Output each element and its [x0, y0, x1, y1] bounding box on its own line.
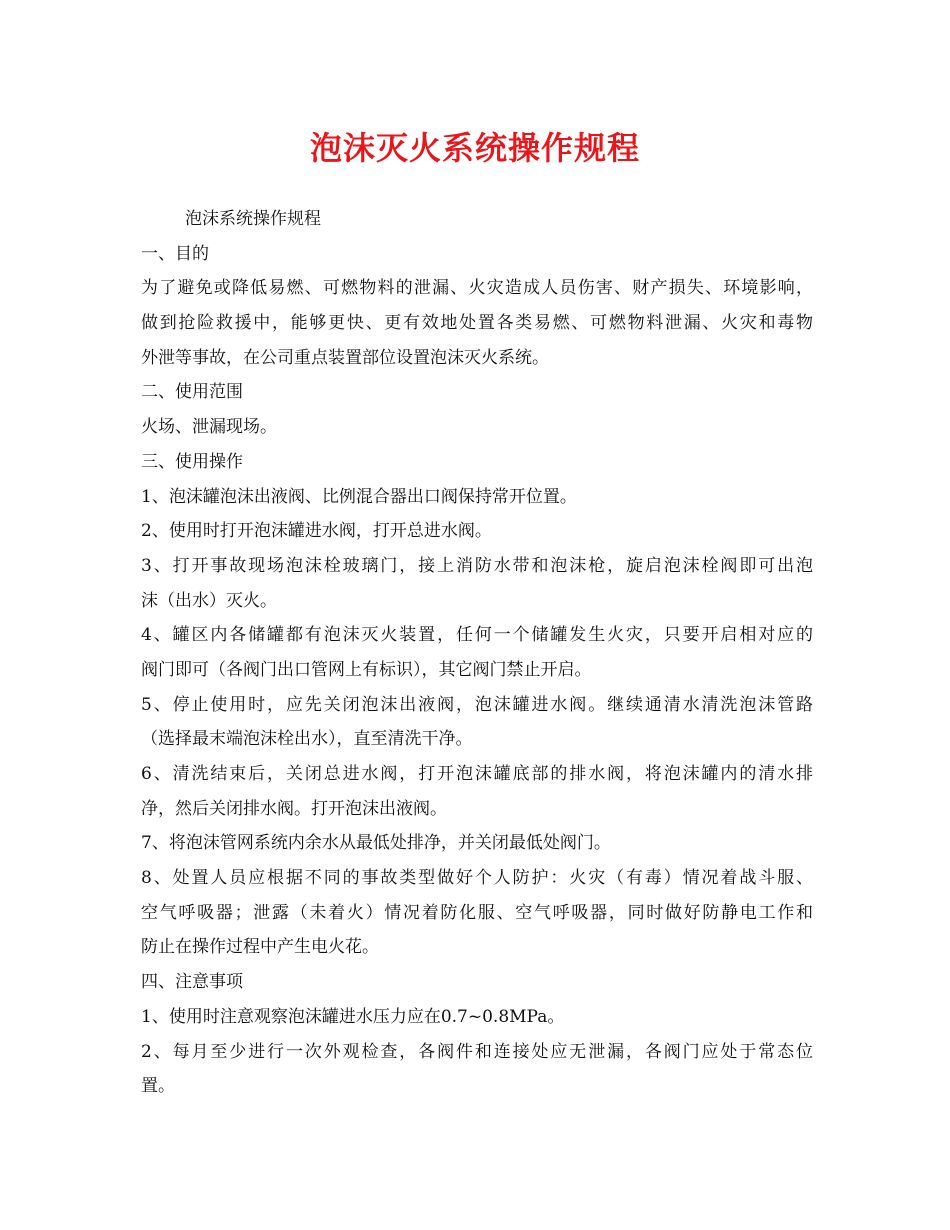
list-item-line: 5、停止使用时，应先关闭泡沫出液阀，泡沫罐进水阀。继续通清水清洗泡沫管路: [141, 694, 813, 715]
list-item-line: 阀门即可（各阀门出口管网上有标识），其它阀门禁止开启。: [141, 659, 592, 680]
document-subtitle: 泡沫系统操作规程: [185, 209, 321, 229]
section-heading-notes: 四、注意事项: [141, 972, 243, 993]
list-item-line: 净，然后关闭排水阀。打开泡沫出液阀。: [141, 798, 447, 819]
section-heading-scope: 二、使用范围: [141, 382, 243, 403]
section-heading-operation: 三、使用操作: [141, 451, 243, 472]
list-item-line: 6、清洗结束后，关闭总进水阀，打开泡沫罐底部的排水阀，将泡沫罐内的清水排: [141, 764, 813, 784]
list-item-line: （选择最末端泡沫栓出水），直至清洗干净。: [141, 729, 473, 750]
list-item-line: 防止在操作过程中产生电火花。: [141, 937, 379, 958]
list-item-line: 2、使用时打开泡沫罐进水阀，打开总进水阀。: [141, 521, 492, 542]
list-item-line: 沫（出水）灭火。: [141, 590, 277, 611]
list-item-line: 8、处置人员应根据不同的事故类型做好个人防护：火灾（有毒）情况着战斗服、: [141, 868, 813, 889]
paragraph-line: 火场、泄漏现场。: [141, 417, 277, 438]
list-item-line: 1、泡沫罐泡沫出液阀、比例混合器出口阀保持常开位置。: [141, 486, 577, 507]
paragraph-line: 为了避免或降低易燃、可燃物料的泄漏、火灾造成人员伤害、财产损失、环境影响，: [141, 278, 813, 299]
list-item-line: 4、罐区内各储罐都有泡沫灭火装置，任何一个储罐发生火灾，只要开启相对应的: [141, 625, 813, 646]
document-body: [141, 202, 813, 1104]
document-title: 泡沫灭火系统操作规程: [309, 129, 640, 167]
paragraph-line: 外泄等事故，在公司重点装置部位设置泡沫灭火系统。: [141, 347, 549, 368]
list-item-line: 7、将泡沫管网系统内余水从最低处排净，并关闭最低处阀门。: [141, 833, 611, 854]
section-heading-purpose: 一、目的: [141, 243, 209, 264]
paragraph-line: 做到抢险救援中，能够更快、更有效地处置各类易燃、可燃物料泄漏、火灾和毒物: [141, 313, 813, 334]
list-item-line: 置。: [141, 1076, 175, 1097]
list-item-line: 3、打开事故现场泡沫栓玻璃门，接上消防水带和泡沫枪，旋启泡沫栓阀即可出泡: [141, 555, 813, 576]
list-item-line: 1、使用时注意观察泡沫罐进水压力应在0.7~0.8MPa。: [141, 1006, 565, 1027]
list-item-line: 空气呼吸器；泄露（未着火）情况着防化服、空气呼吸器，同时做好防静电工作和: [141, 902, 813, 923]
list-item-line: 2、每月至少进行一次外观检查，各阀件和连接处应无泄漏，各阀门应处于常态位: [141, 1041, 813, 1062]
